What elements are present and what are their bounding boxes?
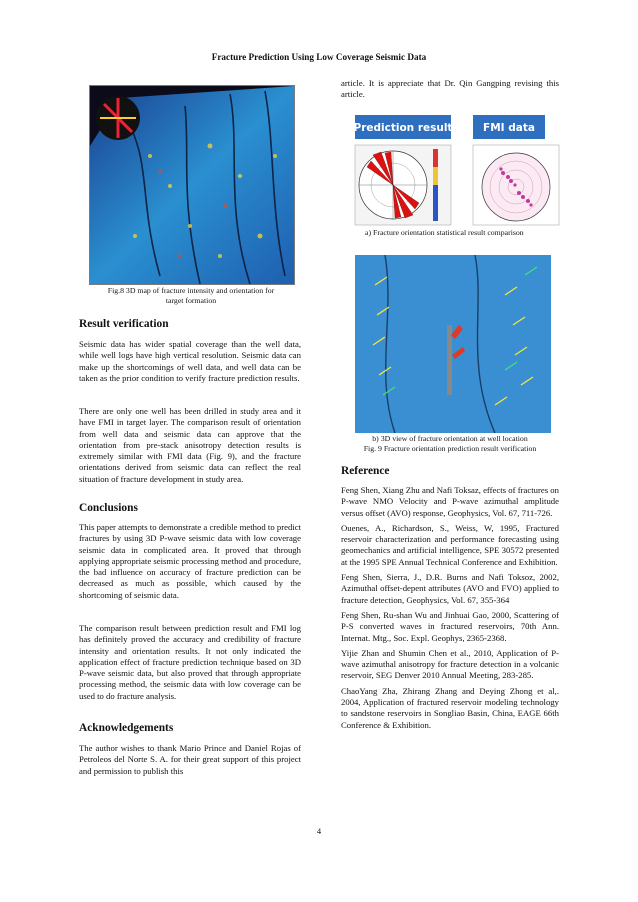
ack-paragraph: The author wishes to thank Mario Prince and Daniel Rojas of Petroleos del Norte S. A. for their great support of this project and permission to publish this <box>79 743 301 776</box>
prediction-result-label: Prediction result <box>353 122 453 134</box>
conclusions-paragraph-1: This paper attempts to demonstrate a credible method to predict fractures by using 3D P-wave seismic data with low coverage seismic data in complicated area. It proved that through applying appropriate seismic processing method and procedure, the bad influence on accuracy of fracture prediction can be decreased as much as possible, which caused by the shortcoming of seismic data. <box>79 522 301 600</box>
result-paragraph-1: Seismic data has wider spatial coverage than the well data, while well logs have high vertical resolution. Seismic data can make up the shortcomings of well data, and well data can be taken as the prior condition to verify fracture prediction results. <box>79 339 301 383</box>
reference-item: Ouenes, A., Richardson, S., Weiss, W, 1995, Fractured reservoir characterization and performance forecasting using geomechanics and artificial intelligence, SPE 30572 presented at the 1995 SPE Annual Technical Conference and Exhibition. <box>341 522 559 567</box>
page-number: 4 <box>316 826 322 836</box>
figure-9b-image <box>355 255 551 433</box>
conclusions-paragraph-2: The comparison result between prediction result and FMI log has definitely proved the accuracy and credibility of fracture intensity and orientation results. It not only indicated the application effect of fracture prediction technique based on 3D P-wave seismic data, but also proved that through appropriate processing method, the seismic data with low coverage can be used to do fracture analysis. <box>79 623 301 701</box>
figure-9a <box>343 115 561 227</box>
reference-item: ChaoYang Zha, Zhirang Zhang and Deying Zhong et al,. 2004, Application of fractured reservoir modeling technology to sandstone reservoirs in Songliao Basin, China, EAGE 66th Conference & Exhibition. <box>341 685 559 730</box>
fmi-data-label: FMI data <box>483 122 535 134</box>
well-icon <box>447 325 452 395</box>
heading-result-verification: Result verification <box>79 318 169 330</box>
reference-item: Feng Shen, Xiang Zhu and Nafi Toksaz, effects of fractures on P-wave NMO Velocity and P-wave azimuthal amplitude versus offset (AVO) response, Geophysics, Vol. 67, 711-726. <box>341 485 559 518</box>
result-paragraph-2: There are only one well has been drilled in study area and it have FMI in target layer. The comparison result of orientation from well data and seismic data can approve that the orientation from pre-stack anisotropy detection results is extremely similar with FMI data (Fig. 9), and the fracture orientations derived from seismic data can reflect the real situation of fracture development in study area. <box>79 406 301 484</box>
figure-8-caption: Fig.8 3D map of fracture intensity and orientation for target formation <box>107 286 275 305</box>
fracture-3d-map <box>90 86 294 284</box>
reference-item: Yijie Zhan and Shumin Chen et al., 2010, Application of P-wave azimuthal anisotropy for fracture detection in a volcanic reservoir, SEG Denver 2010 Annual Meeting, 283-285. <box>341 647 559 681</box>
fracture-orientation-3d <box>355 255 551 433</box>
heading-acknowledgements: Acknowledgements <box>79 722 174 734</box>
running-header: Fracture Prediction Using Low Coverage Seismic Data <box>211 52 427 62</box>
reference-list <box>341 485 559 735</box>
reference-item: Feng Shen, Sierra, J., D.R. Burns and Nafi Toksoz, 2002, Azimuthal offset-depent attributes (AVO and FVO) applied to fracture detection, Geophysics, Vol. 67, 355-364 <box>341 572 559 605</box>
heading-reference: Reference <box>341 465 390 477</box>
heading-conclusions: Conclusions <box>79 502 138 514</box>
figure-9b-caption: b) 3D view of fracture orientation at well location Fig. 9 Fracture orientation prediction result verification <box>363 434 537 453</box>
figure-8-image <box>89 85 295 285</box>
figure-9a-caption: a) Fracture orientation statistical result comparison <box>365 228 524 237</box>
ack-continuation: article. It is appreciate that Dr. Qin Gangping revising this article. <box>341 78 559 100</box>
reference-item: Feng Shen, Ru-shan Wu and Jinhuai Gao, 2000, Scattering of P-S converted waves in fractured reservoirs, 70th Ann. Internat. Mtg., Soc. Expl. Geophys, 2365-2368. <box>341 609 559 643</box>
